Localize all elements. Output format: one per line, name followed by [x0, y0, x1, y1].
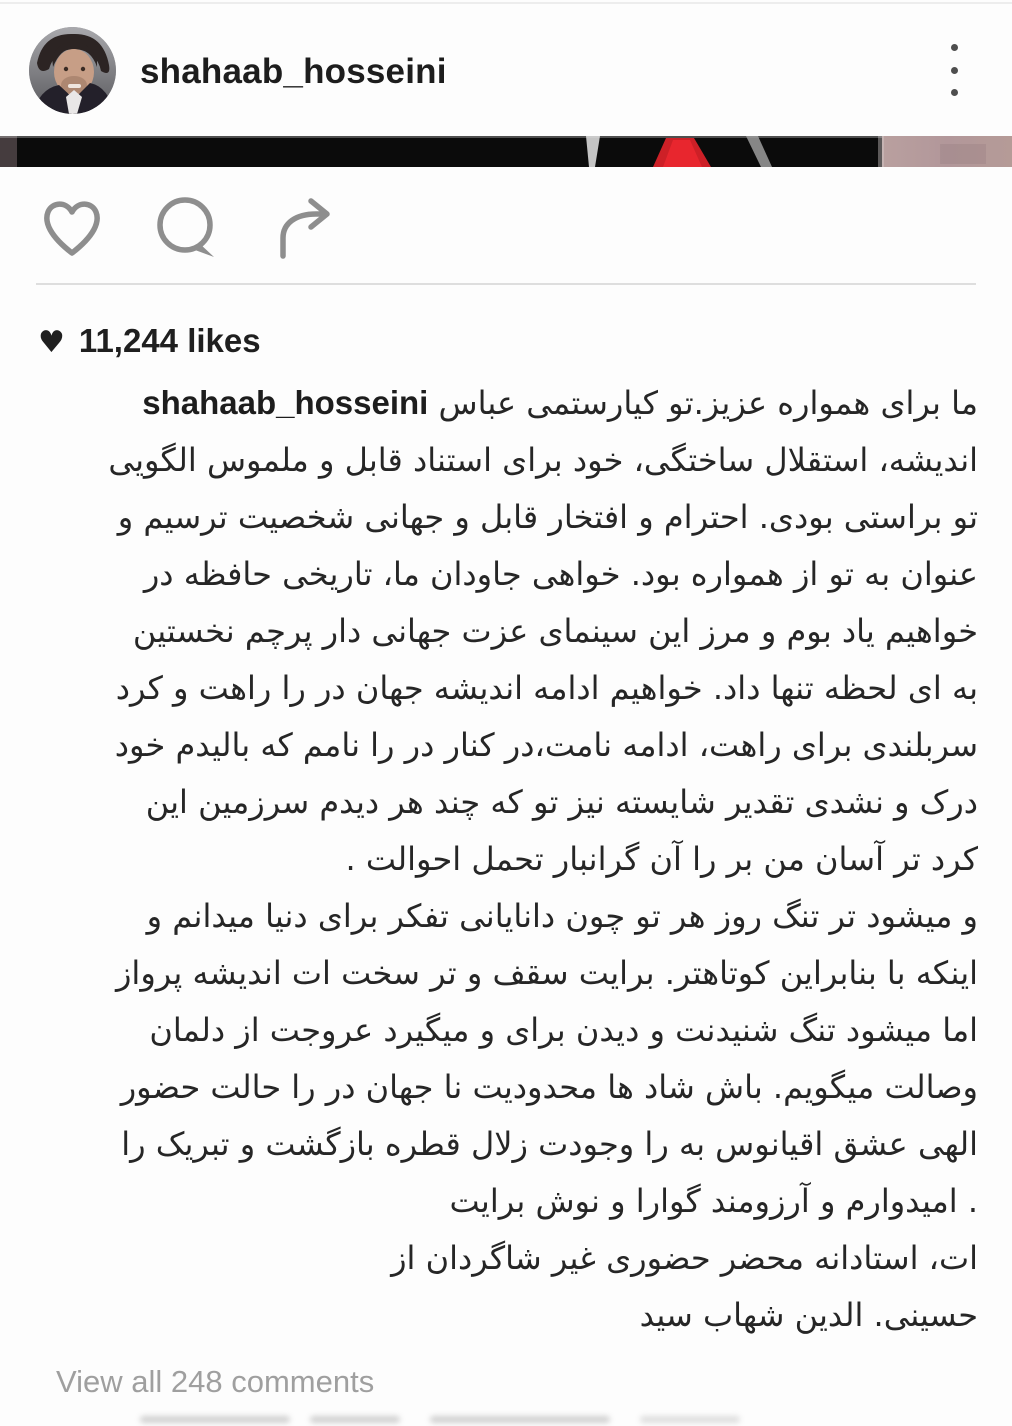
caption-line: نخستین پرچم دار جهانی عزت سینمای این مرز و بوم یاد خواهیم	[132, 612, 978, 650]
caption-line: shahaab_hosseini عباس کیارستمی عزیز.تو همواره برای ما	[142, 384, 978, 422]
caption-line: . احوالت تحمل گرانبار آن را بر من آسان تر کرد	[345, 840, 978, 878]
caption-line: پرواز اندیشه ات سخت تر و سقف برایت کوتاهتر. بنابراین با اینکه	[115, 954, 978, 992]
share-arrow-icon[interactable]	[270, 196, 340, 260]
photo-strip-graphic	[0, 136, 1012, 167]
caption-line: و ترسیم شخصیت جهانی و قابل افتخار و احترام بودی. براستی تو	[117, 498, 978, 536]
cutoff-comment-artifact	[140, 1414, 740, 1426]
divider	[36, 283, 976, 285]
action-bar	[38, 196, 340, 260]
caption-line: سید شهاب الدین حسینی.	[639, 1296, 978, 1334]
avatar[interactable]	[29, 27, 116, 114]
caption-line: کرد و راهت را در جهان اندیشه ادامه خواهیم داد. تنها لحظه ای به	[115, 669, 978, 707]
caption-line: حضور حالت را در جهان نا محدودیت ها شاد باش میگویم. وصالت	[120, 1068, 978, 1106]
likes-count: 11,244 likes	[78, 322, 261, 359]
caption-line: از شاگردان غیر حضوری محضر استادانه ات،	[391, 1239, 978, 1277]
likes-row[interactable]	[38, 322, 261, 360]
likes-heart-icon: ♥	[38, 324, 65, 360]
caption-line: خود بالیدم که نامم را در کنار نامت،در ادامه راهت، برای سربلندی	[114, 726, 978, 764]
caption-line: در حافظه تاریخی ما، جاودان خواهی بود. همواره از تو به عنوان	[143, 555, 978, 593]
comment-bubble-icon[interactable]	[154, 196, 222, 260]
caption-line: برایت نوش و گوارا آرزومند و امیدوارم .	[449, 1182, 978, 1220]
top-hairline	[0, 2, 1012, 4]
caption-line: و میدانم دنیا برای تفکر دانایانی چون تو هر روز تنگ تر میشود و	[146, 897, 978, 935]
caption	[36, 374, 978, 1344]
view-all-comments-link[interactable]: View all 248 comments	[56, 1364, 375, 1399]
caption-username[interactable]: shahaab_hosseini	[142, 384, 429, 421]
caption-line: این سرزمین دیدم هر چند که تو نیز شایسته تقدیر نشدی و درک	[145, 783, 978, 821]
caption-lines	[36, 374, 978, 1344]
caption-line: الگویی ملموس و قابل استناد برای خود ساختگی، استقلال اندیشه،	[108, 441, 978, 479]
header-username[interactable]: shahaab_hosseini	[140, 52, 447, 91]
caption-line: را تبریک و بازگشت قطره زلال وجودت را به اقیانوس عشق الهی	[121, 1125, 978, 1163]
profile-photo-icon	[29, 27, 116, 114]
more-options-icon[interactable]	[947, 44, 961, 96]
like-heart-icon[interactable]	[38, 196, 106, 258]
post-image-strip[interactable]	[0, 136, 1012, 167]
caption-line: دلمان از عروجت میگیرد و برای دیدن و شنیدنت تنگ میشود اما	[149, 1011, 978, 1049]
